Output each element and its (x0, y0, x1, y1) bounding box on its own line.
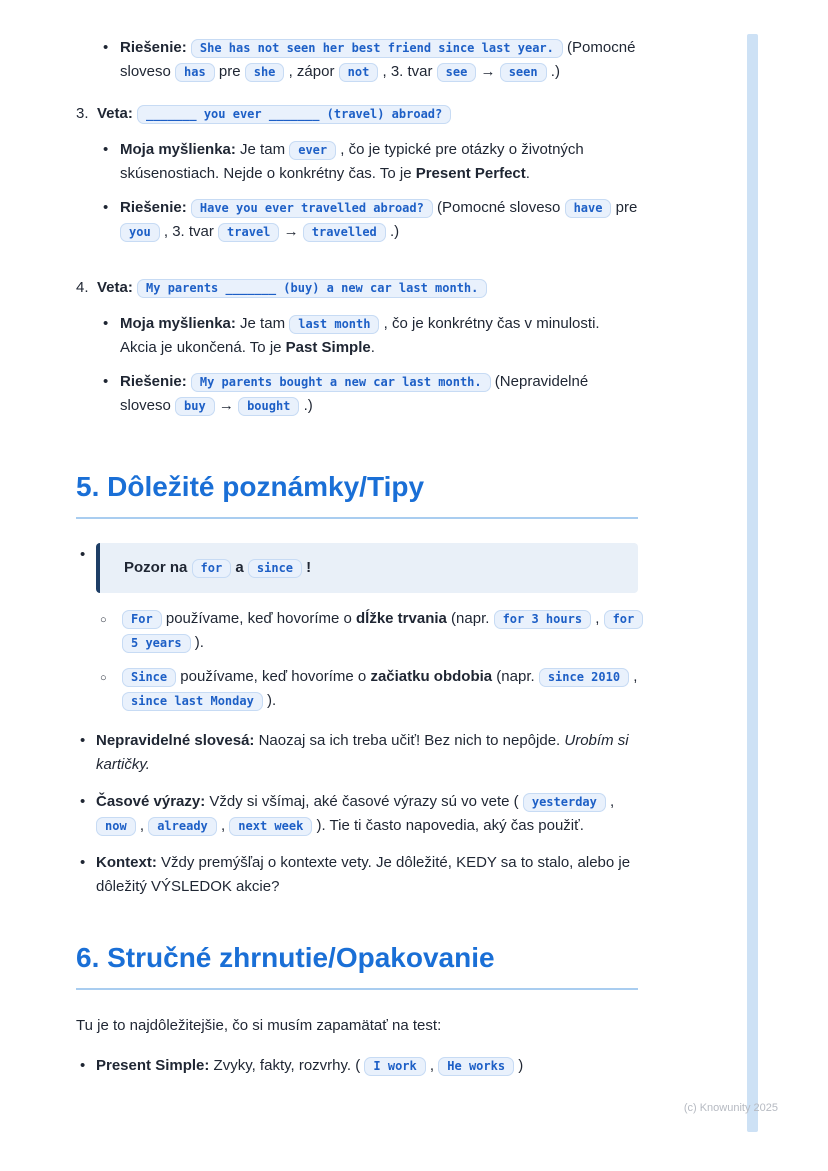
code-chip: travelled (303, 223, 386, 242)
item-number: 3. (76, 105, 89, 122)
code-chip: since 2010 (539, 668, 629, 687)
list-item (103, 196, 638, 244)
code-chip: for 3 hours (494, 610, 591, 629)
section-6-heading: 6. Stručné zhrnutie/Opakovanie (76, 942, 495, 973)
list-item (103, 138, 638, 186)
bullet-icon (103, 370, 120, 418)
bullet-icon (80, 790, 96, 838)
code-chip: My parents _______ (buy) a new car last month. (137, 279, 487, 298)
exercise-3-bullets (103, 138, 638, 244)
numbered-item-body (97, 102, 638, 254)
code-chip: I work (364, 1057, 425, 1076)
section-divider (76, 988, 638, 990)
scrollbar[interactable] (747, 34, 758, 1132)
list-item-text: Present Simple: Zvyky, fakty, rozvrhy. ( I work , He works ) (96, 1057, 524, 1074)
list-item (103, 36, 638, 84)
list-item (100, 607, 638, 655)
code-chip: Since (122, 668, 176, 687)
list-item-text: For používame, keď hovoríme o dĺžke trvania (napr. for 3 hours , for 5 years ). (122, 607, 638, 655)
list-item (80, 729, 638, 777)
code-chip: For (122, 610, 162, 629)
code-chip: My parents bought a new car last month. (191, 373, 491, 392)
list-item (103, 312, 638, 360)
copyright-note: (c) Knowunity 2025 (683, 1102, 778, 1114)
section-6-bullets (80, 1054, 638, 1078)
section-5-heading: 5. Dôležité poznámky/Tipy (76, 471, 425, 502)
numbered-item-4 (76, 276, 638, 428)
bullet-icon (80, 851, 96, 899)
bullet-icon (103, 138, 120, 186)
code-chip: you (120, 223, 160, 242)
code-chip: already (148, 817, 217, 836)
bullet-icon (80, 729, 96, 777)
sentence-line: Veta: _______ you ever _______ (travel) abroad? (97, 102, 638, 126)
code-chip: not (339, 63, 379, 82)
list-item-text: Nepravidelné slovesá: Naozaj sa ich treba učiť! Bez nich to nepôjde. Urobím si kartičky. (96, 732, 629, 773)
code-chip: since (248, 559, 302, 578)
list-item (100, 665, 638, 713)
bullet-icon (103, 36, 120, 84)
section-5-bullets (80, 729, 638, 899)
code-chip: ever (289, 141, 336, 160)
list-item (103, 370, 638, 418)
callout-sub-bullets (100, 607, 638, 713)
code-chip: travel (218, 223, 279, 242)
code-chip: have (565, 199, 612, 218)
code-chip: for (192, 559, 232, 578)
code-chip: Have you ever travelled abroad? (191, 199, 433, 218)
circle-bullet-icon (100, 607, 122, 655)
code-chip: now (96, 817, 136, 836)
code-chip: She has not seen her best friend since last year. (191, 39, 563, 58)
callout-text: Pozor na for a since ! (124, 559, 312, 576)
code-chip: He works (438, 1057, 514, 1076)
circle-bullet-icon (100, 665, 122, 713)
list-item-text: Kontext: Vždy premýšľaj o kontexte vety. Je dôležité, KEDY sa to stalo, alebo je dôležitý VÝSLEDOK akcie? (96, 854, 631, 895)
code-chip: seen (500, 63, 547, 82)
code-chip: has (175, 63, 215, 82)
sentence-line: Veta: My parents _______ (buy) a new car last month. (97, 276, 638, 300)
document-content (76, 26, 638, 1091)
numbered-item-body (97, 276, 638, 428)
list-item-text: Since používame, keď hovoríme o začiatku obdobia (napr. since 2010 , since last Monday ). (122, 665, 638, 713)
code-chip: for 5 years (122, 610, 643, 653)
list-item-text: Riešenie: She has not seen her best friend since last year. (Pomocné sloveso has pre she , zápor not , 3. tvar see → seen .) (120, 39, 636, 80)
exercise-4-bullets (103, 312, 638, 418)
numbered-item-3 (76, 102, 638, 254)
bullet-icon (80, 1054, 96, 1078)
callout-box (96, 543, 638, 593)
section-divider (76, 517, 638, 519)
bullet-icon (80, 543, 96, 593)
callout-list-item (80, 543, 638, 593)
item-number: 4. (76, 279, 89, 296)
list-item-text: Riešenie: My parents bought a new car last month. (Nepravidelné sloveso buy → bought .) (120, 373, 589, 414)
bullet-icon (103, 196, 120, 244)
code-chip: yesterday (523, 793, 606, 812)
code-chip: she (245, 63, 285, 82)
code-chip: see (437, 63, 477, 82)
section-6-intro: Tu je to najdôležitejšie, čo si musím zapamätať na test: (76, 1017, 442, 1034)
code-chip: since last Monday (122, 692, 263, 711)
bullet-icon (103, 312, 120, 360)
exercise-2-bullets (103, 36, 638, 84)
list-item-text: Časové výrazy: Vždy si všímaj, aké časové výrazy sú vo vete ( yesterday , now , already , next week ). Tie ti často napovedia, aký čas použiť. (96, 793, 615, 834)
list-item-text: Moja myšlienka: Je tam ever , čo je typické pre otázky o životných skúsenostiach. Nejde o konkrétny čas. To je Present Perfect. (120, 141, 584, 182)
code-chip: next week (229, 817, 312, 836)
list-item (80, 790, 638, 838)
code-chip: buy (175, 397, 215, 416)
list-item (80, 851, 638, 899)
code-chip: last month (289, 315, 379, 334)
code-chip: _______ you ever _______ (travel) abroad? (137, 105, 451, 124)
list-item-text: Moja myšlienka: Je tam last month , čo je konkrétny čas v minulosti. Akcia je ukončená. To je Past Simple. (120, 315, 600, 356)
list-item (80, 1054, 638, 1078)
list-item-text: Riešenie: Have you ever travelled abroad? (Pomocné sloveso have pre you , 3. tvar travel → travelled .) (120, 199, 638, 240)
code-chip: bought (238, 397, 299, 416)
